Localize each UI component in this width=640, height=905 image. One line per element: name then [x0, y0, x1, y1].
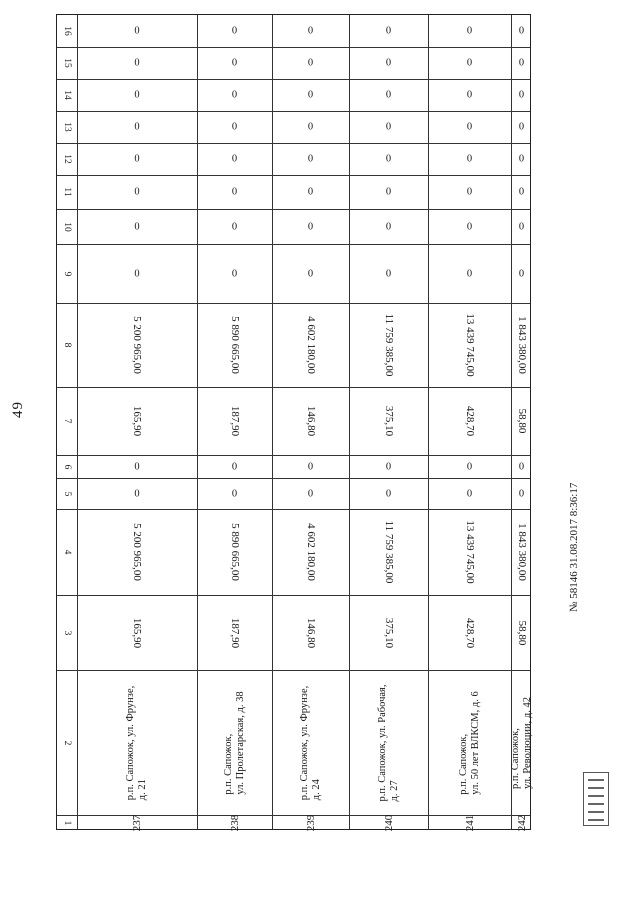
- table-row-divider: [57, 455, 530, 456]
- table-row-divider: [57, 509, 530, 510]
- cell-value: 0: [518, 221, 525, 232]
- row-number: 237: [131, 814, 143, 832]
- register-table: [56, 14, 531, 830]
- address-line: р.п. Сапожок, ул. Фрунзе,: [298, 685, 310, 800]
- cell-cost: 5 890 665,00: [228, 523, 241, 581]
- address-line: д. 21: [137, 778, 148, 800]
- cell-value: 0: [518, 25, 525, 37]
- cell-value: 0: [307, 488, 314, 499]
- table-column-divider: [197, 15, 198, 829]
- cell-value: 0: [385, 57, 392, 69]
- address-line: д. 27: [388, 779, 400, 801]
- cell-cost: 11 759 385,00: [382, 520, 395, 584]
- address-line: ул. Революции, д. 42: [521, 696, 533, 789]
- cell-value: 0: [307, 186, 314, 198]
- cell-value: 0: [518, 461, 525, 472]
- row-address: [377, 684, 401, 801]
- address-line: р.п. Сапожок,: [222, 733, 234, 795]
- cell-area: 375,10: [382, 617, 395, 648]
- cell-area: 428,70: [463, 617, 476, 648]
- row-number: 239: [304, 814, 317, 832]
- cell-value: 0: [231, 89, 238, 101]
- cell-value: 0: [231, 25, 238, 37]
- cell-cost: 11 759 385,00: [382, 313, 395, 377]
- cell-value: 0: [307, 89, 314, 101]
- cell-value: 0: [231, 186, 238, 198]
- column-header-4: 4: [62, 549, 72, 555]
- cell-value: 0: [307, 153, 314, 165]
- address-line: д. 24: [310, 778, 322, 800]
- address-line: р.п. Сапожок, ул. Фрунзе,: [125, 685, 136, 800]
- table-row-divider: [57, 111, 530, 112]
- cell-cost: 4 602 180,00: [304, 523, 317, 581]
- cell-area: 187,90: [228, 617, 241, 648]
- table-column-divider: [428, 15, 429, 829]
- row-address: [223, 691, 247, 794]
- cell-area: 428,70: [463, 405, 476, 437]
- column-header-16: 16: [62, 26, 72, 36]
- cell-value: 0: [231, 488, 238, 499]
- column-header-8: 8: [62, 342, 72, 348]
- row-address: [458, 691, 482, 794]
- cell-value: 0: [307, 25, 314, 37]
- page-number: 49: [10, 401, 26, 418]
- cell-value: 0: [466, 488, 473, 499]
- cell-area: 146,80: [304, 405, 317, 437]
- row-address: [125, 685, 149, 799]
- cell-value: 0: [134, 488, 140, 499]
- table-row-divider: [57, 244, 530, 245]
- cell-value: 0: [134, 186, 140, 198]
- cell-area: 165,90: [131, 405, 143, 437]
- cell-value: 0: [307, 121, 314, 133]
- cell-value: 0: [466, 25, 473, 37]
- cell-value: 0: [134, 57, 140, 69]
- cell-value: 0: [466, 153, 473, 165]
- column-header-10: 10: [62, 221, 72, 232]
- column-header-14: 14: [62, 90, 72, 100]
- cell-value: 0: [385, 488, 392, 499]
- table-row-divider: [57, 143, 530, 144]
- address-line: ул. 50 лет ВЛКСМ, д. 6: [469, 690, 481, 795]
- cell-value: 0: [518, 153, 525, 165]
- cell-value: 0: [466, 268, 473, 279]
- cell-cost: 5 890 665,00: [228, 316, 241, 374]
- cell-value: 0: [307, 57, 314, 69]
- address-line: р.п. Сапожок,: [457, 733, 469, 795]
- column-header-5: 5: [62, 491, 72, 496]
- cell-value: 0: [385, 268, 392, 279]
- cell-value: 0: [466, 121, 473, 133]
- column-header-11: 11: [62, 187, 72, 197]
- cell-value: 0: [518, 488, 525, 499]
- stamp-logo: [583, 772, 609, 826]
- cell-value: 0: [231, 57, 238, 69]
- cell-value: 0: [385, 153, 392, 165]
- cell-value: 0: [134, 268, 140, 279]
- cell-value: 0: [518, 57, 525, 69]
- table-row-divider: [57, 387, 530, 388]
- cell-cost: 5 200 965,00: [131, 523, 143, 581]
- column-header-12: 12: [62, 154, 72, 164]
- cell-value: 0: [385, 25, 392, 37]
- cell-value: 0: [231, 153, 238, 165]
- column-header-6: 6: [62, 464, 72, 469]
- table-row-divider: [57, 670, 530, 671]
- cell-value: 0: [466, 186, 473, 198]
- column-header-9: 9: [62, 271, 72, 276]
- cell-value: 0: [466, 57, 473, 69]
- cell-area: 58,80: [515, 408, 528, 434]
- cell-value: 0: [466, 461, 473, 472]
- table-column-divider: [272, 15, 273, 829]
- cell-value: 0: [134, 153, 140, 165]
- table-row-divider: [57, 175, 530, 176]
- cell-value: 0: [466, 221, 473, 232]
- cell-value: 0: [385, 121, 392, 133]
- cell-value: 0: [307, 221, 314, 232]
- cell-cost: 4 602 180,00: [304, 316, 317, 374]
- row-address: [299, 685, 323, 799]
- address-line: ул. Пролетарская, д. 38: [234, 690, 246, 795]
- table-row-divider: [57, 815, 530, 816]
- cell-value: 0: [231, 121, 238, 133]
- cell-cost: 1 843 380,00: [515, 316, 528, 374]
- address-line: р.п. Сапожок, ул. Рабочая,: [376, 684, 388, 801]
- cell-value: 0: [307, 461, 314, 472]
- cell-value: 0: [385, 89, 392, 101]
- cell-value: 0: [385, 461, 392, 472]
- column-header-15: 15: [62, 58, 72, 68]
- cell-value: 0: [134, 89, 140, 101]
- row-number: 238: [228, 814, 241, 832]
- cell-area: 58,80: [515, 620, 528, 645]
- cell-value: 0: [231, 268, 238, 279]
- cell-value: 0: [134, 221, 140, 232]
- table-row-divider: [57, 478, 530, 479]
- column-header-7: 7: [62, 418, 72, 424]
- cell-cost: 13 439 745,00: [463, 313, 476, 377]
- cell-area: 165,90: [131, 617, 143, 648]
- cell-value: 0: [134, 121, 140, 133]
- table-row-divider: [57, 209, 530, 210]
- table-row-divider: [57, 303, 530, 304]
- table-column-divider: [349, 15, 350, 829]
- column-header-3: 3: [62, 630, 72, 635]
- cell-cost: 5 200 965,00: [131, 316, 143, 374]
- cell-area: 375,10: [382, 405, 395, 437]
- cell-value: 0: [231, 461, 238, 472]
- table-column-divider: [77, 15, 78, 829]
- cell-area: 187,90: [228, 405, 241, 437]
- cell-value: 0: [231, 221, 238, 232]
- address-line: р.п. Сапожок,: [509, 727, 521, 789]
- column-header-2: 2: [62, 740, 72, 745]
- cell-value: 0: [518, 89, 525, 101]
- cell-cost: 13 439 745,00: [463, 520, 476, 584]
- cell-cost: 1 843 380,00: [515, 523, 528, 581]
- table-row-divider: [57, 595, 530, 596]
- cell-value: 0: [134, 25, 140, 37]
- cell-area: 146,80: [304, 617, 317, 648]
- cell-value: 0: [518, 121, 525, 133]
- cell-value: 0: [134, 461, 140, 472]
- cell-value: 0: [466, 89, 473, 101]
- table-row-divider: [57, 47, 530, 48]
- column-header-13: 13: [62, 122, 72, 132]
- cell-value: 0: [385, 221, 392, 232]
- row-number: 240: [382, 814, 395, 832]
- cell-value: 0: [518, 186, 525, 198]
- cell-value: 0: [385, 186, 392, 198]
- row-number: 241: [463, 814, 476, 832]
- document-stamp: № 58146 31.08.2017 8:36:17: [568, 482, 580, 612]
- cell-value: 0: [307, 268, 314, 279]
- table-row-divider: [57, 79, 530, 80]
- row-number: 242: [515, 814, 528, 832]
- column-header-1: 1: [62, 820, 72, 826]
- cell-value: 0: [518, 268, 525, 279]
- row-address: [510, 697, 534, 789]
